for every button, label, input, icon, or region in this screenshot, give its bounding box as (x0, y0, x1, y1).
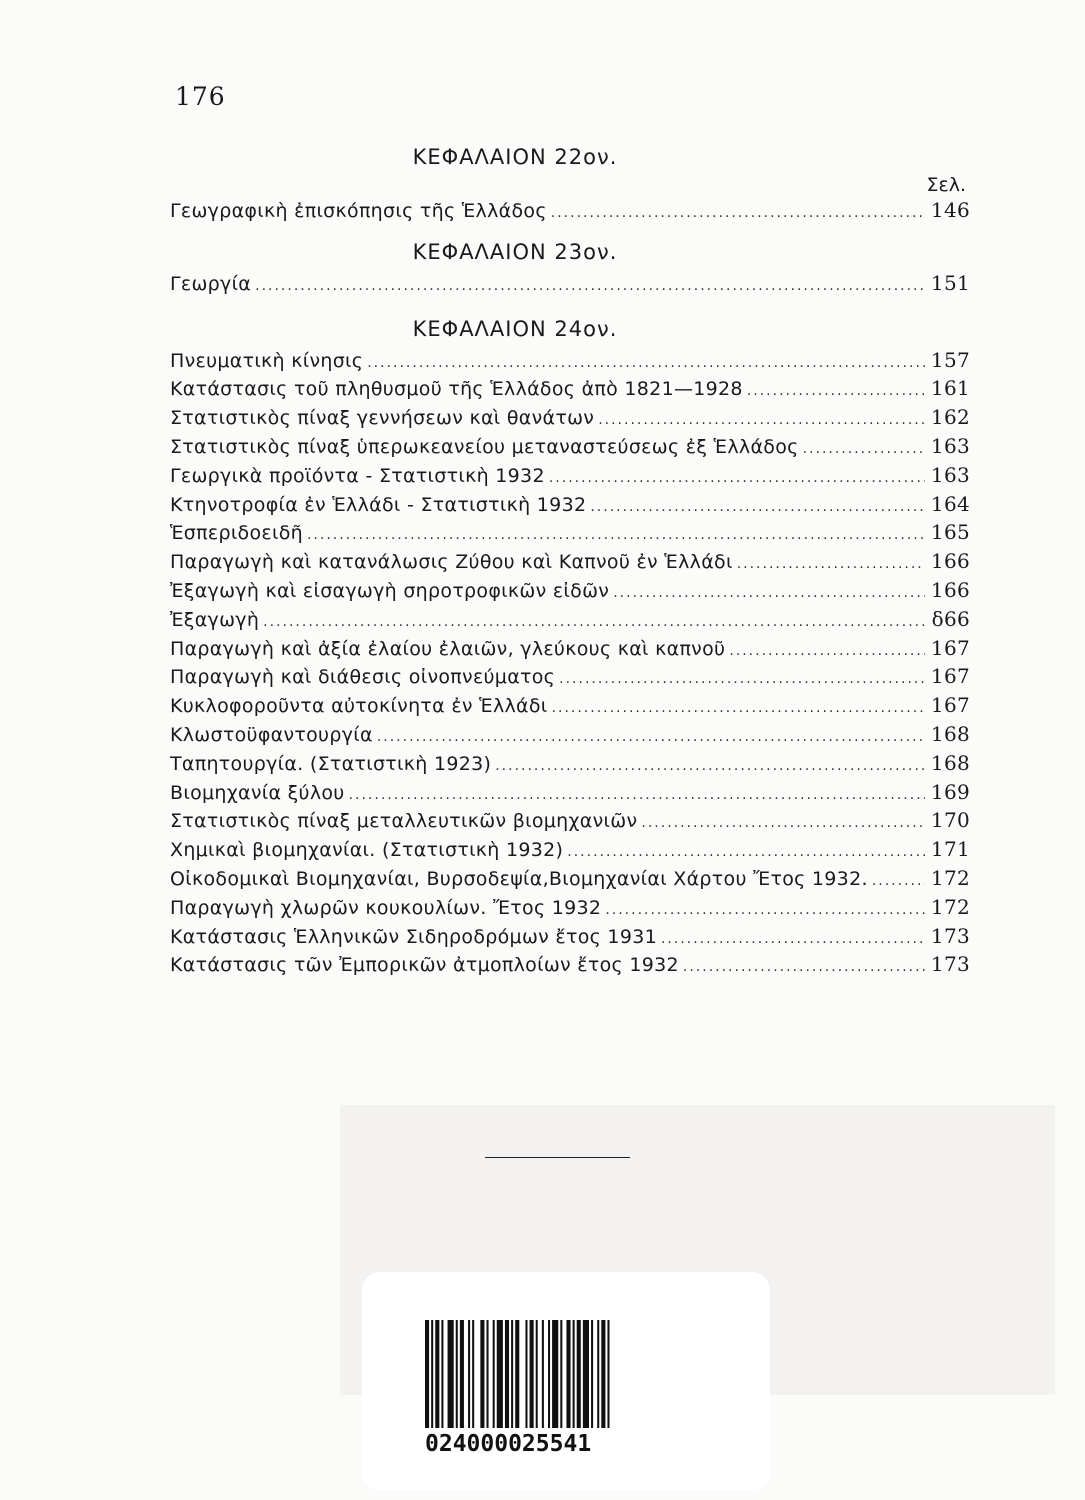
toc-entry-page: 170 (930, 808, 970, 833)
barcode-bar (425, 1320, 429, 1428)
toc-entry (170, 432, 970, 461)
toc-entry (170, 518, 970, 547)
toc-entry-page: 165 (930, 520, 970, 545)
toc-entry (170, 346, 970, 375)
toc-entry-page: 168 (930, 721, 970, 746)
toc-entry-label: Πνευματικὴ κίνησις (170, 349, 364, 372)
barcode-bar (577, 1320, 581, 1428)
dot-leader (590, 493, 925, 522)
barcode-bar (548, 1320, 550, 1428)
dot-leader (263, 608, 925, 637)
toc-entry (170, 835, 970, 864)
toc-entry (170, 547, 970, 576)
barcode-bar (480, 1320, 484, 1428)
toc-entry (170, 806, 970, 835)
toc-entry-label: Ἐξαγωγὴ (170, 608, 260, 631)
barcode-bar (456, 1320, 458, 1428)
chapter-title: ΚΕΦΑΛΑΙΟΝ 22ον. (412, 145, 618, 169)
toc-entry (170, 691, 970, 720)
page-number: 176 (175, 82, 226, 111)
barcode-bar (607, 1320, 609, 1428)
barcode-bar (601, 1320, 605, 1428)
dot-leader (559, 665, 925, 694)
toc-entry-page: 166 (930, 577, 970, 602)
barcode-bar (536, 1320, 538, 1428)
toc-entry-label: Χημικαὶ βιομηχανίαι. (Στατιστικὴ 1932) (170, 839, 564, 862)
toc-entry-page: 167 (930, 635, 970, 660)
toc-entry-page: 167 (930, 664, 970, 689)
dot-leader (495, 752, 925, 781)
barcode (425, 1320, 617, 1428)
barcode-number: 024000025541 (425, 1431, 592, 1457)
section-rule (485, 1157, 630, 1158)
toc-entry-page: 172 (930, 865, 970, 890)
barcode-bar (493, 1320, 495, 1428)
toc-entry (170, 893, 970, 922)
toc-entry (170, 576, 970, 605)
toc-entry-page: 168 (930, 750, 970, 775)
dot-leader (747, 377, 925, 406)
toc-entry (170, 950, 970, 979)
toc-entry-label: Γεωργικὰ προϊόντα - Στατιστικὴ 1932 (170, 464, 545, 487)
toc-entry-page: 162 (930, 405, 970, 430)
dot-leader (255, 272, 925, 301)
barcode-bar (460, 1320, 464, 1428)
barcode-bar (468, 1320, 470, 1428)
barcode-bar (515, 1320, 519, 1428)
barcode-bar (472, 1320, 474, 1428)
barcode-bar (597, 1320, 599, 1428)
toc-entry (170, 196, 970, 225)
barcode-bar (542, 1320, 544, 1428)
barcode-bar (441, 1320, 443, 1428)
table-of-contents (170, 140, 970, 979)
toc-entry (170, 749, 970, 778)
toc-entry (170, 922, 970, 951)
dot-leader (307, 521, 925, 550)
toc-entry-label: Γεωγραφικὴ ἐπισκόπησις τῆς Ἑλλάδος (170, 200, 547, 222)
dot-leader (549, 464, 925, 493)
barcode-bar (487, 1320, 489, 1428)
toc-entry-label: Ἑσπεριδοειδῆ (170, 522, 303, 545)
toc-entry-page: 164 (930, 491, 970, 516)
toc-entry-page: 171 (930, 837, 970, 862)
toc-entry (170, 374, 970, 403)
barcode-bar (552, 1320, 558, 1428)
dot-leader (613, 579, 925, 608)
toc-entry (170, 605, 970, 634)
barcode-bar (435, 1320, 439, 1428)
toc-entry-page: 157 (930, 347, 970, 372)
toc-entry-label: Στατιστικὸς πίναξ ὑπερωκεανείου μεταναστεύσεως ἐξ Ἑλλάδος (170, 435, 799, 458)
toc-entry-page: 172 (930, 894, 970, 919)
toc-entry-label: Στατιστικὸς πίναξ μεταλλευτικῶν βιομηχανιῶν (170, 810, 638, 833)
dot-leader (367, 349, 925, 378)
dot-leader (349, 781, 925, 810)
toc-entry-page: 167 (930, 693, 970, 718)
toc-entry-label: Κυκλοφοροῦντα αὐτοκίνητα ἐν Ἑλλάδι (170, 695, 548, 718)
toc-entry (170, 269, 970, 298)
barcode-bar (448, 1320, 454, 1428)
barcode-bar (505, 1320, 509, 1428)
toc-entry-label: Κατάστασις Ἑλληνικῶν Σιδηροδρόμων ἔτος 1931 (170, 925, 657, 948)
barcode-bar (560, 1320, 562, 1428)
chapter-title: ΚΕΦΑΛΑΙΟΝ 23ον. (412, 239, 618, 264)
barcode-bar (431, 1320, 433, 1428)
toc-entry-page: δ66 (931, 606, 970, 631)
toc-entry-label: Βιομηχανία ξύλου (170, 781, 345, 804)
toc-entry (170, 778, 970, 807)
toc-entry-label: Κατάστασις τοῦ πληθυσμοῦ τῆς Ἑλλάδος ἀπὸ 1821—1928 (170, 378, 743, 401)
barcode-bar (497, 1320, 503, 1428)
dot-leader (377, 723, 925, 752)
dot-leader (551, 199, 925, 228)
toc-entry (170, 864, 970, 893)
dot-leader (641, 809, 925, 838)
dot-leader (598, 406, 925, 435)
dot-leader (737, 550, 925, 579)
toc-entry (170, 634, 970, 663)
toc-entry (170, 461, 970, 490)
toc-entry-label: Γεωργία (170, 272, 252, 295)
toc-entry-page: 163 (930, 433, 970, 458)
toc-entry (170, 490, 970, 519)
toc-entry-label: Στατιστικὸς πίναξ γεννήσεων καὶ θανάτων (170, 407, 595, 430)
toc-entry-label: Παραγωγὴ καὶ διάθεσις οἰνοπνεύματος (170, 666, 556, 689)
page-column-header: Σελ. (926, 174, 966, 196)
barcode-bar (511, 1320, 513, 1428)
dot-leader (803, 435, 925, 464)
toc-entry-page: 169 (930, 779, 970, 804)
dot-leader (683, 953, 925, 982)
barcode-bar (573, 1320, 575, 1428)
toc-entry-label: Οἰκοδομικαὶ Βιομηχανίαι, Βυρσοδεψία,Βιομηχανίαι Χάρτου Ἔτος 1932. (170, 867, 868, 890)
barcode-bar (566, 1320, 570, 1428)
toc-entry-label: Ἐξαγωγὴ καὶ εἰσαγωγὴ σηροτροφικῶν εἰδῶν (170, 579, 610, 602)
toc-entry-label: Κατάστασις τῶν Ἐμπορικῶν ἀτμοπλοίων ἔτος 1932 (170, 954, 679, 977)
chapter-title: ΚΕΦΑΛΑΙΟΝ 24ον. (412, 316, 618, 341)
toc-entry-page: 163 (930, 462, 970, 487)
toc-entry-label: Παραγωγὴ καὶ κατανάλωσις Ζύθου καὶ Καπνοῦ ἐν Ἑλλάδι (170, 551, 733, 574)
toc-entry-page: 166 (930, 549, 970, 574)
barcode-bar (525, 1320, 527, 1428)
toc-entry-page: 161 (930, 376, 970, 401)
toc-entry-label: Ταπητουργία. (Στατιστικὴ 1923) (170, 752, 492, 775)
toc-entry-page: 151 (930, 270, 970, 295)
toc-entry-label: Κτηνοτροφία ἐν Ἑλλάδι - Στατιστικὴ 1932 (170, 493, 587, 516)
toc-entry (170, 403, 970, 432)
dot-leader (872, 867, 925, 896)
toc-entry-page: 173 (930, 952, 970, 977)
toc-entry-page: 146 (930, 198, 970, 222)
dot-leader (605, 896, 925, 925)
toc-entry (170, 720, 970, 749)
dot-leader (567, 838, 925, 867)
dot-leader (552, 694, 925, 723)
toc-entry-label: Παραγωγὴ καὶ ἀξία ἐλαίου ἐλαιῶν, γλεύκους καὶ καπνοῦ (170, 637, 726, 660)
chapter-24-entries (170, 346, 970, 980)
toc-entry (170, 662, 970, 691)
barcode-bar (530, 1320, 534, 1428)
toc-entry-label: Κλωστοϋφαντουργία (170, 723, 373, 746)
toc-entry-label: Παραγωγὴ χλωρῶν κουκουλίων. Ἔτος 1932 (170, 896, 602, 919)
dot-leader (661, 925, 925, 954)
toc-entry-page: 173 (930, 923, 970, 948)
barcode-bar (583, 1320, 589, 1428)
dot-leader (729, 637, 925, 666)
barcode-bar (591, 1320, 593, 1428)
